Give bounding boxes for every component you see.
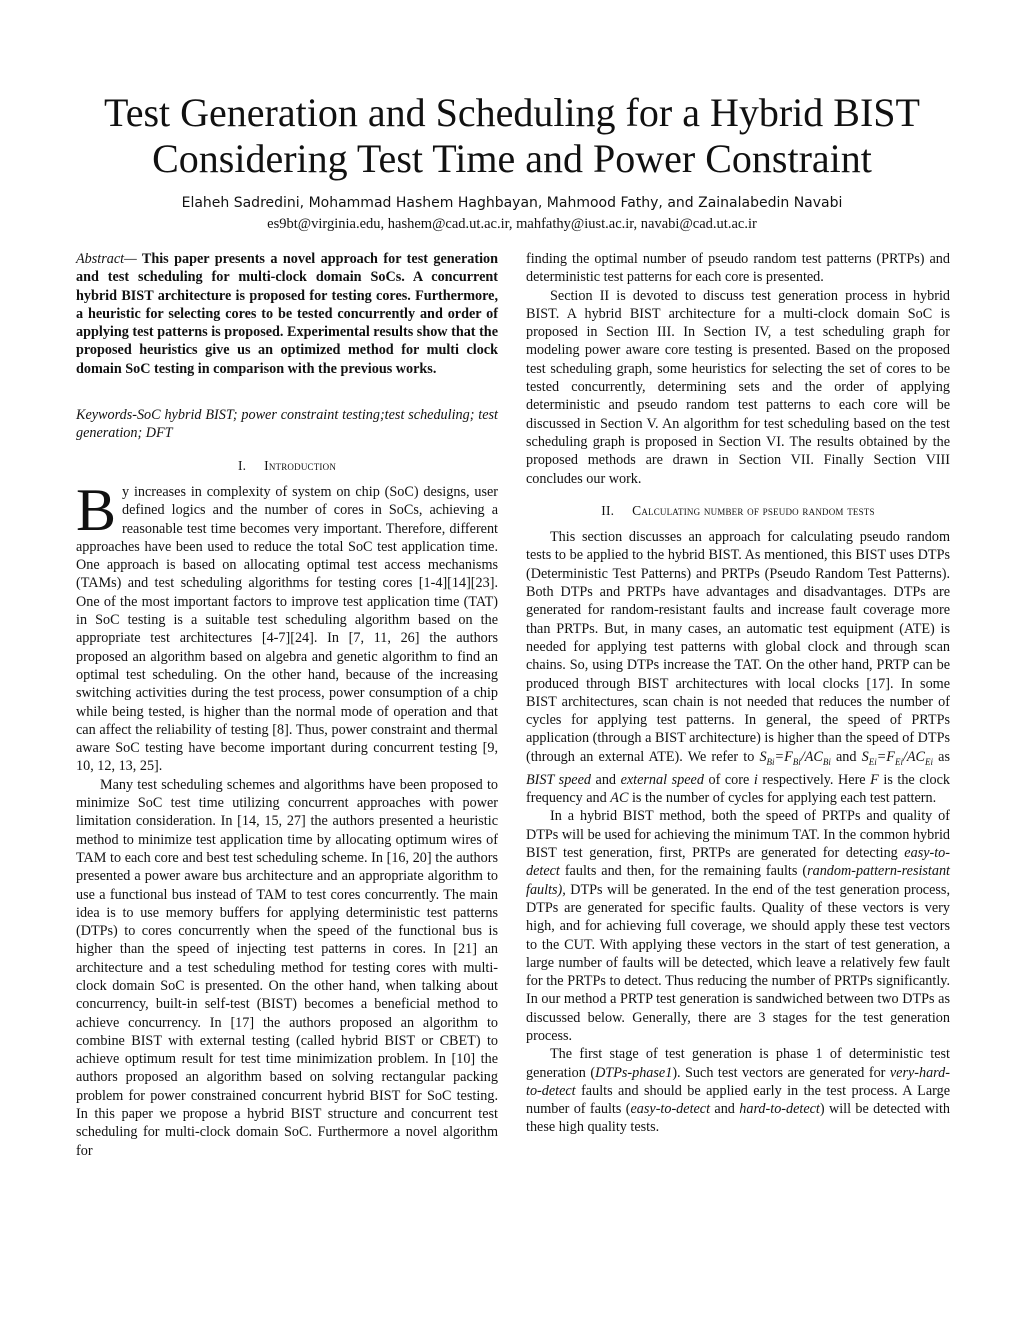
sec2-p2-text-a: In a hybrid BIST method, both the speed of PRTPs and quality of DTPs will be used for achieving the minimum TAT. In the common hybrid BIST test generation, first, PRTPs are generated for detecting [526, 808, 950, 862]
title-line-2: Considering Test Time and Power Constraint [152, 136, 872, 181]
abstract [76, 250, 498, 378]
sec2-p3-text-a: The first stage of test generation is phase 1 of deterministic test generation ( [526, 1046, 950, 1081]
sec2-p2-text-b: faults and then, for the remaining faults ( [559, 863, 808, 880]
intro-paragraph-4: Section II is devoted to discuss test generation process in hybrid BIST. A hybrid BIST architecture for a multi-clock domain SoC is proposed in Section III. In Section IV, a test scheduling graph for modeling power aware core testing is presented. Based on the proposed test scheduling graph, some heuristics for selecting the set of cores to be tested concurrently, determining sets and the order of applying deterministic and pseudo random test patterns to each core will be discussed in Section V. An algorithm for test scheduling based on the test scheduling graph is proposed in Section VI. The results obtained by the proposed methods are drawn in Section VII. Finally Section VIII concludes our work. [526, 287, 950, 487]
keywords-lead: Keywords- [76, 407, 137, 424]
sei-s: S [861, 748, 869, 765]
formula-sei [862, 749, 933, 765]
sei-ac: /AC [902, 748, 926, 765]
sbi-s: S [759, 748, 767, 765]
var-ac: AC [610, 790, 629, 807]
intro-paragraph-1 [76, 476, 498, 776]
sec2-p3-text-d: ) will be detected with these high quality tests. [526, 1101, 950, 1136]
sbi-ac: /AC [800, 748, 823, 765]
intro-paragraph-2: Many test scheduling schemes and algorithms have been proposed to minimize SoC test time utilizing concurrent approaches with power limitation consideration. In [14, 15, 27] the authors presented a heuristic method to minimize test application time by allocating optimum wires of TAM to each core and best test scheduling scheme. In [16, 20] the authors presented a power aware bus architecture and an appropriate algorithm to use a functional bus instead of TAM to test cores concurrently. The main idea is to use memory buffers for applying deterministic test patterns (DTPs) to cores concurrently when the speed of the functional bus is higher than the speed of injecting test patterns in cores. In [21] an architecture and a test scheduling method for testing cores with multi-clock domain SoC is presented. On the other hand, when talking about concurrency, built-in self-test (BIST) becomes a beneficial method to achieve concurrency. In [17] the authors proposed an algorithm to combine BIST with external testing (called hybrid BIST or CBET) to achieve optimum result for test time minimization problem. In [10] the authors proposed an algorithm based on solving rectangular packing problem for power constrained concurrent hybrid BIST for SoC testing. In this paper we propose a hybrid BIST structure and concurrent test scheduling for multi-clock domain SoC. Furthermore a novel algorithm for [76, 776, 498, 1159]
drop-cap: B [76, 476, 117, 543]
var-i: i [753, 771, 758, 788]
sec2-p1-text-d: is the number of cycles for applying each test pattern. [628, 790, 937, 807]
term-easy-to-detect: easy-to-detect [526, 845, 950, 880]
sec2-paragraph-1 [526, 528, 950, 807]
title-line-1: Test Generation and Scheduling for a Hybrid BIST [104, 90, 920, 135]
formula-sbi [759, 749, 830, 765]
sei-sub-1: Ei [868, 756, 877, 767]
sec2-p1-text-b: respectively. Here [757, 771, 871, 788]
term-random-pattern-resistant: random-pattern-resistant faults), [526, 863, 950, 898]
sec2-p1-text-a: This section discusses an approach for calculating pseudo random tests to be applied to the hybrid BIST. As mentioned, this BIST uses DTPs (Deterministic Test Patterns) and PRTPs (Pseudo Random Test Patterns). Both DTPs and PRTPs have advantages and disadvantages. DTPs are generated for random-resistant faults and increase fault coverage more than PRTPs. But, in many cases, an automatic test equipment (ATE) is needed for applying test patterns with global clock and through scan chains. So, using DTPs increase the TAT. On the other hand, PRTP can be produced through BIST architectures with local clocks [17]. In some BIST architectures, scan chain is not needed that reduces the number of cycles for applying test patterns. In general, the speed of PRTPs application (through a BIST architecture) is higher than the speed of DTPs (through an external ATE). We refer to [526, 529, 950, 765]
author-emails: es9bt@virginia.edu, hashem@cad.ut.ac.ir, mahfathy@iust.ac.ir, navabi@cad.ut.ac.ir [267, 216, 757, 232]
sec2-p1-text-c: is the clock frequency and [526, 771, 950, 807]
paper-title [40, 90, 984, 182]
sec2-p2-text-c: DTPs will be generated. In the end of the test generation process, DTPs are generated for specific faults. Quality of these vectors is very high, and for achieving full coverage, we should apply these test vectors to the CUT. With applying these vectors in the start of test generation, a large number of faults will be detected, which leave a relatively few fault for the PRTPs to detect. Thus reducing the number of PRTPs significantly. In our method a PRTP test generation is sandwiched between two DTPs as discussed below. Generally, there are 3 stages for the test generation process. [526, 881, 950, 1044]
keywords [76, 406, 498, 443]
abstract-lead: Abstract— [76, 251, 137, 267]
term-dtps-phase1: DTPs-phase1 [595, 1064, 673, 1081]
section-1-title: Introduction [264, 457, 337, 473]
sei-eq: =F [876, 748, 895, 765]
term-external-speed: external speed [620, 771, 704, 788]
sec2-of-core: of core [703, 771, 754, 788]
left-column [76, 250, 498, 1160]
section-1-number: I. [237, 457, 247, 473]
term-very-hard-to-detect: very-hard-to-detect [526, 1064, 950, 1099]
sec2-p3-text-b: ). Such test vectors are generated for [672, 1064, 890, 1081]
right-column [526, 250, 950, 1137]
sec2-and-2: and [590, 771, 621, 788]
keywords-text: SoC hybrid BIST; power constraint testing;test scheduling; test generation; DFT [76, 407, 498, 442]
term-bist-speed: BIST speed [526, 771, 591, 788]
sec2-as: as [933, 748, 950, 765]
sbi-sub-2: Bi [792, 756, 801, 767]
var-f: F [870, 771, 879, 788]
author-list: Elaheh Sadredini, Mohammad Hashem Haghbayan, Mahmood Fathy, and Zainalabedin Navabi [181, 195, 843, 211]
sec2-and-1: and [830, 748, 862, 765]
sec2-p3-text-c: faults and should be applied early in the test process. A Large number of faults ( [526, 1082, 950, 1118]
sec2-and-3: and [710, 1101, 740, 1118]
sbi-eq: =F [774, 748, 793, 765]
sec2-paragraph-2 [526, 807, 950, 1045]
sbi-sub-1: Bi [766, 756, 775, 767]
abstract-text: This paper presents a novel approach for test generation and test scheduling for multi-clock domain SoCs. A concurrent hybrid BIST architecture is proposed for testing cores. Furthermore, a heuristic for selecting cores to be tested concurrently and order of applying test patterns is proposed. Experimental results show that the proposed heuristics give us an optimized method for multi clock domain SoC testing in comparison with the previous works. [76, 251, 498, 377]
intro-paragraph-1-text: y increases in complexity of system on chip (SoC) designs, user defined logics and the number of cores in SoCs, achieving a reasonable test time becomes very important. Therefore, different approaches have been used to reduce the total SoC test application time. One approach is based on allocating optimal test access mechanisms (TAMs) and test scheduling algorithms for testing cores [1-4][14][23]. One of the most important factors to improve test application time (TAT) in SoC testing is a suitable test scheduling algorithm based on the appropriate test architectures [4-7][24]. In [7, 11, 26] the authors proposed an algorithm based on algebra and genetic algorithm to find an optimal test scheduling. On the other hand, because of the increasing switching activities during the test process, power consumption of a chip while being tested, is higher than the normal mode of operation and that can affect the reliability of testing [8]. Thus, power constraint and thermal aware SoC testing have become important during concurrent testing [9, 10, 12, 13, 25]. [76, 483, 498, 775]
section-2-title: Calculating number of pseudo random tests [632, 502, 875, 518]
sec2-paragraph-3 [526, 1045, 950, 1136]
sei-sub-3: Ei [925, 756, 934, 767]
section-heading-introduction [76, 457, 498, 475]
term-hard-to-detect: hard-to-detect [739, 1101, 820, 1118]
section-2-number: II. [601, 502, 615, 518]
sbi-sub-3: Bi [822, 756, 831, 767]
intro-paragraph-3: finding the optimal number of pseudo random test patterns (PRTPs) and deterministic test patterns for each core is presented. [526, 251, 950, 286]
sei-sub-2: Ei [894, 756, 903, 767]
section-heading-calculating [526, 502, 950, 520]
term-easy-to-detect-2: easy-to-detect [630, 1101, 711, 1118]
